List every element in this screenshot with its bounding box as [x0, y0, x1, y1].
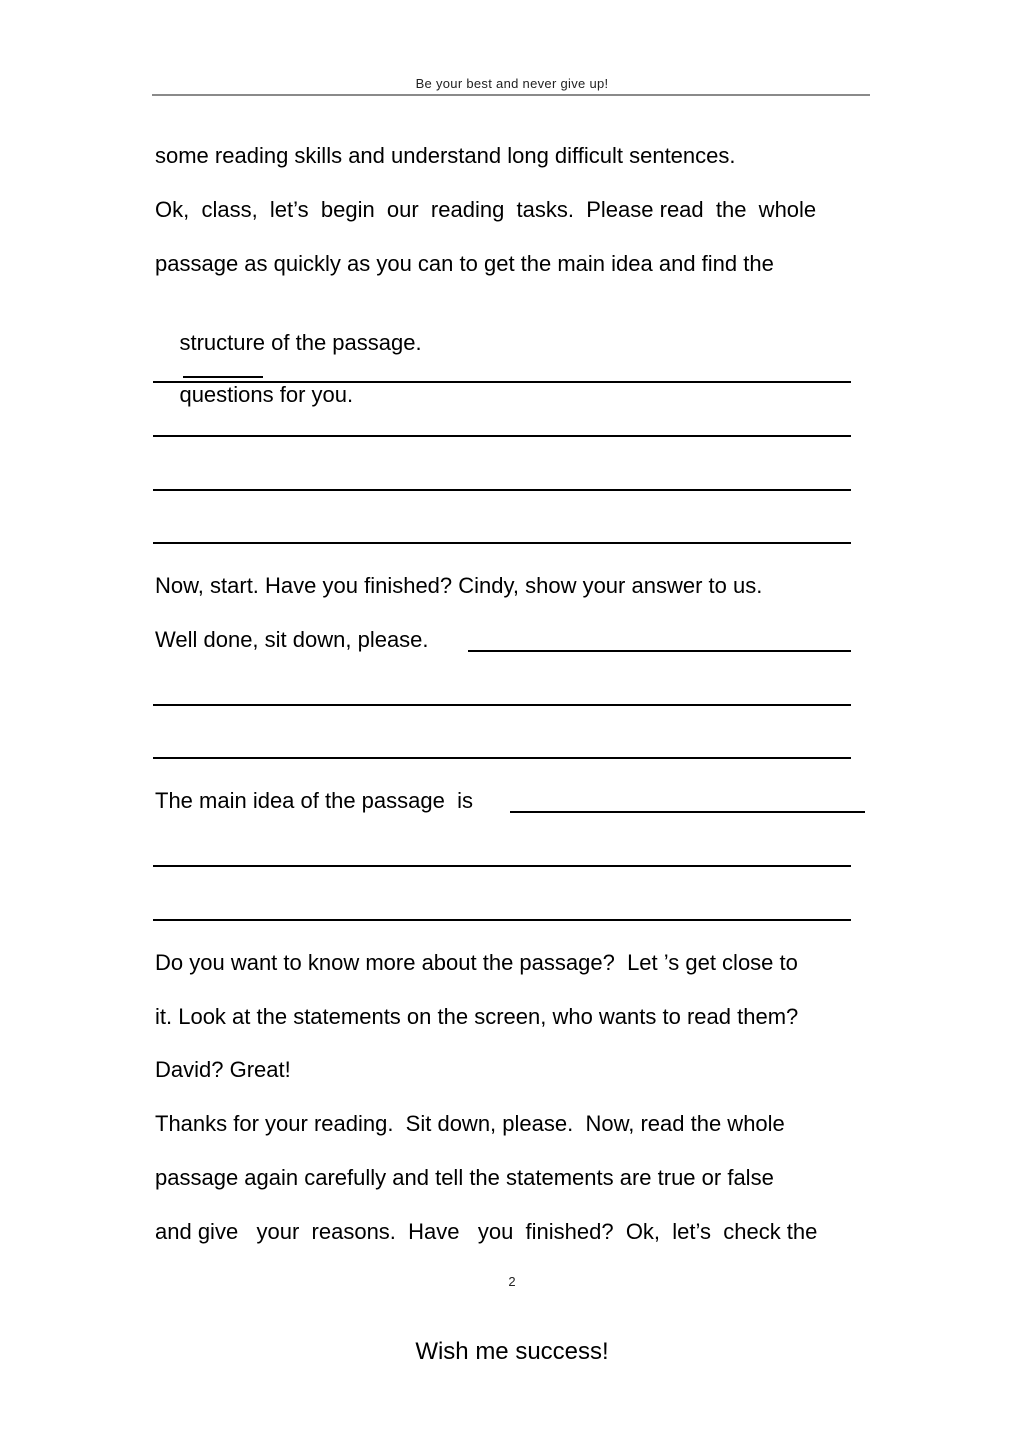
paragraph-line-9: it. Look at the statements on the screen, who wants to read them?	[155, 1004, 799, 1029]
answer-line-8[interactable]	[153, 865, 851, 867]
paragraph-line-4-end: questions for you.	[179, 382, 354, 407]
paragraph-line-11: Thanks for your reading. Sit down, please. Now, read the whole	[155, 1111, 785, 1136]
paragraph-line-13: and give your reasons. Have you finished? Ok, let’s check the	[155, 1219, 818, 1244]
answer-line-1[interactable]	[153, 381, 851, 383]
paragraph-line-8: Do you want to know more about the passage? Let ’s get close to	[155, 950, 798, 975]
paragraph-line-6: Well done, sit down, please.	[155, 627, 429, 652]
paragraph-line-4	[155, 304, 422, 434]
fill-in-blank-short[interactable]	[183, 376, 263, 378]
header-motto: Be your best and never give up!	[415, 76, 609, 91]
answer-line-6[interactable]	[153, 704, 851, 706]
main-idea-answer-line[interactable]	[510, 811, 865, 813]
answer-line-9[interactable]	[153, 919, 851, 921]
paragraph-line-5: Now, start. Have you finished? Cindy, show your answer to us.	[155, 573, 763, 598]
paragraph-line-12: passage again carefully and tell the statements are true or false	[155, 1165, 774, 1190]
paragraph-line-2: Ok, class, let’s begin our reading tasks. Please read the whole	[155, 197, 817, 222]
answer-line-7[interactable]	[153, 757, 851, 759]
footer-motto: Wish me success!	[415, 1338, 609, 1365]
paragraph-line-3: passage as quickly as you can to get the main idea and find the	[155, 251, 774, 276]
answer-line-4[interactable]	[153, 542, 851, 544]
answer-line-2[interactable]	[153, 435, 851, 437]
answer-line-3[interactable]	[153, 489, 851, 491]
paragraph-line-7: The main idea of the passage is	[155, 788, 473, 813]
answer-line-5[interactable]	[468, 650, 851, 652]
paragraph-line-10: David? Great!	[155, 1057, 291, 1082]
header-divider	[152, 94, 870, 96]
paragraph-line-4-start: structure of the passage.	[179, 330, 422, 355]
paragraph-line-1: some reading skills and understand long difficult sentences.	[155, 143, 736, 168]
page-number: 2	[508, 1274, 516, 1289]
